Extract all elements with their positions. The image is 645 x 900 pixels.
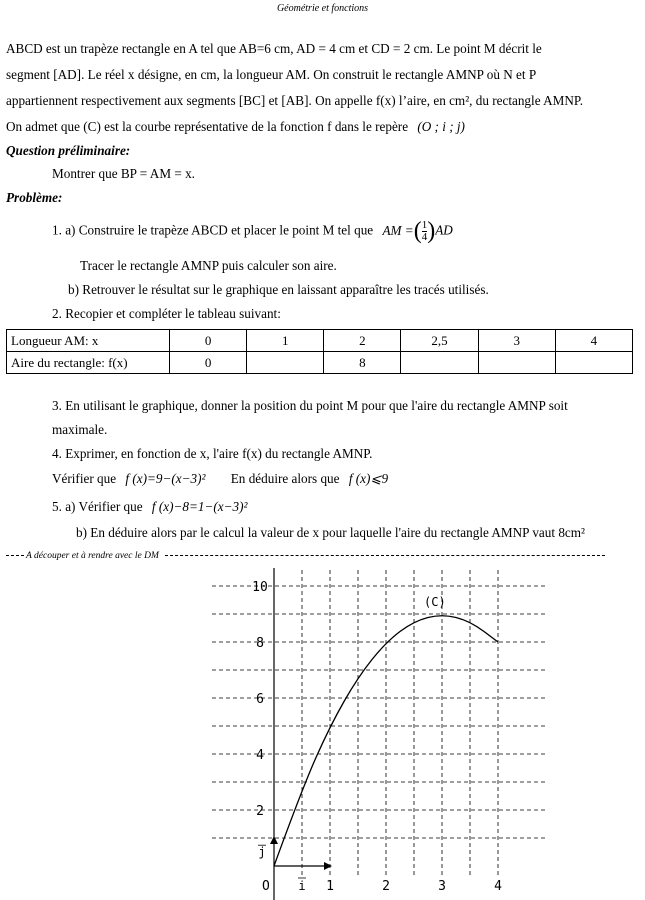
table-cell: 4 bbox=[555, 330, 632, 352]
table-cell: 2,5 bbox=[401, 330, 478, 352]
table-cell bbox=[555, 352, 632, 374]
fraction-denominator: 4 bbox=[421, 231, 428, 243]
j-arrow-head bbox=[270, 836, 278, 844]
y-tick-label: 4 bbox=[256, 748, 264, 763]
paren-open: ( bbox=[413, 218, 422, 244]
q5a-text: 5. a) Vérifier que bbox=[52, 499, 143, 514]
values-table bbox=[6, 329, 633, 374]
function-graph bbox=[200, 566, 550, 900]
question-1a-text: 1. a) Construire le trapèze ABCD et placer le point M tel que bbox=[52, 222, 374, 238]
graph-tick-labels bbox=[252, 580, 502, 894]
paren-close: ) bbox=[427, 218, 436, 244]
fraction-numerator: 1 bbox=[421, 219, 428, 231]
cut-text: A découper et à rendre avec le DM bbox=[26, 551, 159, 561]
intro-line-4 bbox=[6, 119, 465, 135]
question-1a-line2: Tracer le rectangle AMNP puis calculer son aire. bbox=[80, 258, 337, 273]
origin-label: O bbox=[262, 879, 270, 894]
x-tick-label: 2 bbox=[382, 879, 390, 894]
graph-grid bbox=[212, 570, 545, 878]
page-header: Géométrie et fonctions bbox=[276, 3, 369, 14]
table-cell: 8 bbox=[324, 352, 401, 374]
question-1a bbox=[52, 218, 453, 245]
q5a-formula: f (x)−8=1−(x−3)² bbox=[151, 499, 248, 514]
q4-deduce-text: En déduire alors que bbox=[230, 471, 340, 486]
table-header-x: Longueur AM: x bbox=[7, 330, 170, 352]
q4-verify-text: Vérifier que bbox=[52, 471, 117, 486]
question-1b: b) Retrouver le résultat sur le graphique en laissant apparaître les tracés utilisés. bbox=[68, 282, 489, 297]
question-3-line1: 3. En utilisant le graphique, donner la position du point M pour que l'aire du rectangle AMNP soit bbox=[52, 398, 568, 413]
preliminary-title: Question préliminaire: bbox=[6, 143, 131, 158]
table-header-fx: Aire du rectangle: f(x) bbox=[7, 352, 170, 374]
table-cell: 1 bbox=[247, 330, 324, 352]
question-3-line2: maximale. bbox=[52, 422, 108, 437]
q4-formula-2: f (x)⩽9 bbox=[348, 471, 389, 486]
y-tick-label: 2 bbox=[256, 804, 264, 819]
table-row-x bbox=[7, 330, 633, 352]
j-label: j bbox=[258, 845, 266, 860]
y-tick-label: 10 bbox=[252, 580, 268, 595]
question-5a bbox=[52, 499, 247, 515]
cut-dash-lead bbox=[6, 555, 24, 556]
y-tick-label: 8 bbox=[256, 636, 264, 651]
cut-dash-fill bbox=[165, 555, 605, 556]
table-cell bbox=[478, 352, 555, 374]
table-cell: 0 bbox=[170, 352, 247, 374]
question-2: 2. Recopier et compléter le tableau suivant: bbox=[52, 306, 281, 321]
intro-line-3: appartiennent respectivement aux segments [BC] et [AB]. On appelle f(x) l’aire, en cm², du rectangle AMNP. bbox=[6, 93, 584, 108]
question-4-line1: 4. Exprimer, en fonction de x, l'aire f(x) du rectangle AMNP. bbox=[52, 446, 373, 461]
intro-line-4-text: On admet que (C) est la courbe représentative de la fonction f dans le repère bbox=[6, 119, 409, 134]
intro-line-2: segment [AD]. Le réel x désigne, en cm, la longueur AM. On construit le rectangle AMNP où N et P bbox=[6, 67, 537, 82]
table-cell: 0 bbox=[170, 330, 247, 352]
problem-title: Problème: bbox=[6, 190, 63, 205]
y-tick-label: 6 bbox=[256, 692, 264, 707]
q1a-formula-rhs: AD bbox=[435, 222, 453, 238]
intro-line-1: ABCD est un trapèze rectangle en A tel que AB=6 cm, AD = 4 cm et CD = 2 cm. Le point M décrit le bbox=[6, 41, 542, 56]
vector-i bbox=[274, 862, 332, 893]
x-tick-label: 1 bbox=[326, 879, 334, 894]
i-label: i bbox=[298, 879, 306, 893]
table-row-fx bbox=[7, 352, 633, 374]
vector-j bbox=[258, 836, 278, 859]
cut-line bbox=[6, 551, 633, 561]
curve-label: (C) bbox=[424, 595, 446, 609]
repere-notation: (O ; i ; j) bbox=[417, 119, 465, 134]
question-5b: b) En déduire alors par le calcul la valeur de x pour laquelle l'aire du rectangle AMNP vaut 8cm² bbox=[76, 525, 585, 540]
table-cell: 2 bbox=[324, 330, 401, 352]
question-4-line2 bbox=[52, 471, 388, 487]
table-cell bbox=[401, 352, 478, 374]
i-arrow-head bbox=[324, 862, 332, 870]
preliminary-text: Montrer que BP = AM = x. bbox=[52, 166, 195, 181]
table-cell: 3 bbox=[478, 330, 555, 352]
table-cell bbox=[247, 352, 324, 374]
x-tick-label: 4 bbox=[494, 879, 502, 894]
q1a-formula-lhs: AM = bbox=[382, 222, 414, 238]
q4-formula-1: f (x)=9−(x−3)² bbox=[125, 471, 206, 486]
x-tick-label: 3 bbox=[438, 879, 446, 894]
